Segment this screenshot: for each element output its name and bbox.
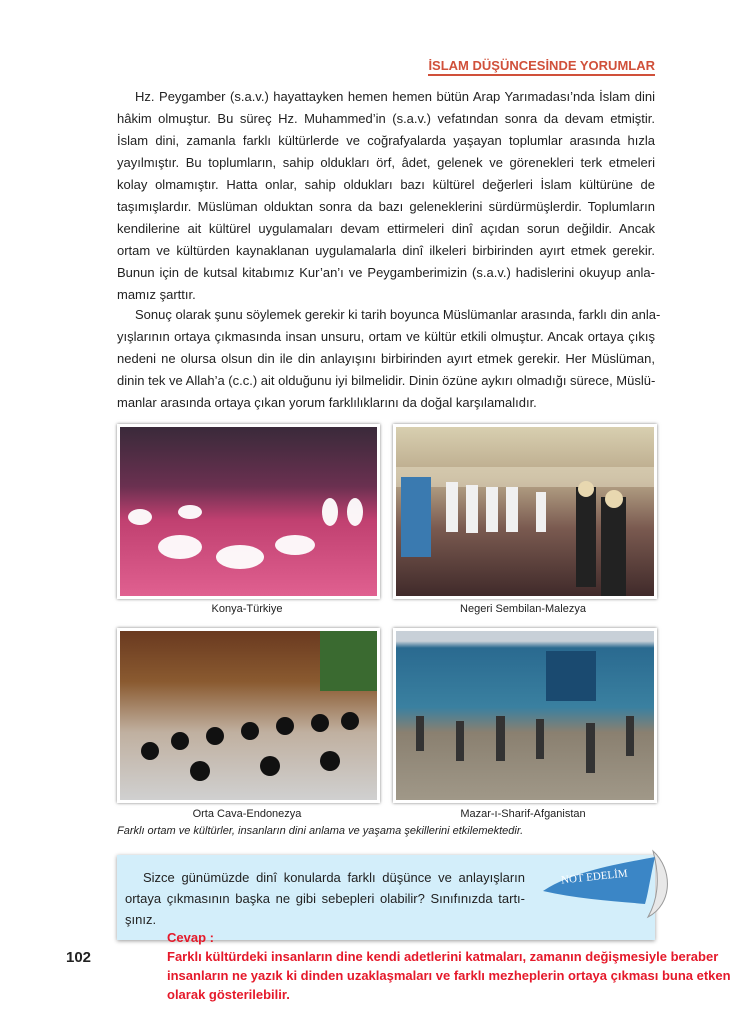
text-line: manlar arasında ortaya çıkan yorum farklılıklarını da doğal karşılamalıdır. bbox=[117, 395, 537, 410]
text-line: nedeni ne olursa olsun din ile din anlayışını birbirinden ayırt etmek gerekir. Her Müslüman, bbox=[117, 351, 655, 366]
text-line: yışlarının ortaya çıkmasında insan unsuru, ortam ve kültür etkili olmuştur. Ancak ortaya çıkış bbox=[117, 329, 655, 344]
text-line: dinin tek ve Allah’a (c.c.) ait olduğunu iyi bilmelidir. Dinin özüne aykırı olmadığı sürece, Müslü- bbox=[117, 373, 656, 388]
text-line: ortam ve kültürden kaynaklanan uygulamalarla dinî ilkeleri birbirinden ayırt etmek gerekir. bbox=[117, 243, 655, 258]
answer-block bbox=[167, 928, 731, 1004]
section-header: İSLAM DÜŞÜNCESİNDE YORUMLAR bbox=[428, 58, 655, 76]
text-line: şınız. bbox=[125, 912, 157, 927]
photo-malaysia bbox=[393, 424, 657, 599]
photo-caption: Orta Cava-Endonezya bbox=[192, 808, 302, 820]
text-line: İslam dini, zamanla farklı kültürlerde ve coğrafyalarda yaşayan toplumlar arasında hızla bbox=[117, 133, 655, 148]
note-question bbox=[125, 867, 525, 930]
photo-konya bbox=[117, 424, 380, 599]
text-line: kendilerine ait kültürel uygulamaları devam ettirmeleri dinî açıdan sorun değildir. Ancak bbox=[117, 221, 655, 236]
photo-mazar bbox=[393, 628, 657, 803]
figure-caption: Farklı ortam ve kültürler, insanların dini anlama ve yaşama şekillerini etkilemektedir. bbox=[117, 825, 524, 837]
answer-line: insanların ne yazık ki dinden uzaklaşmaları ve farklı mezheplerin ortaya çıkması buna etken bbox=[167, 968, 731, 983]
text-line: ortaya çıkmasının başka ne gibi sebepleri olabilir? Sınıfınızda tartı- bbox=[125, 891, 525, 906]
text-line: hâkim olmuştur. Bu süreç Hz. Muhammed’in (s.a.v.) vefatından sonra da devam etmiştir. bbox=[117, 111, 655, 126]
answer-line: olarak gösterilebilir. bbox=[167, 987, 290, 1002]
photo-caption: Negeri Sembilan-Malezya bbox=[460, 603, 586, 615]
page-number: 102 bbox=[66, 949, 92, 966]
text-line: Bunun için de kutsal kitabımız Kur’an’ı ve Peygamberimizin (s.a.v.) hadislerini okuyup anla- bbox=[117, 265, 655, 280]
photo-caption: Mazar-ı-Sharif-Afganistan bbox=[460, 808, 586, 820]
photo-caption: Konya-Türkiye bbox=[211, 603, 283, 615]
text-line: kolay olmamıştır. Hatta onlar, sahip oldukları bazı kültürel değerleri İslam kültürüne de bbox=[117, 177, 655, 192]
text-line: Sonuç olarak şunu söylemek gerekir ki tarih boyunca Müslümanlar arasında, farklı din anla- bbox=[135, 307, 661, 322]
not-edelim-tag bbox=[523, 849, 673, 919]
text-line: Hz. Peygamber (s.a.v.) hayattayken hemen hemen bütün Arap Yarımadası’nda İslam dini bbox=[135, 89, 655, 104]
answer-line: Farklı kültürdeki insanların dine kendi adetlerini katmaları, zamanın değişmesiyle beraber bbox=[167, 949, 719, 964]
tag-label: NOT EDELİM bbox=[560, 867, 629, 887]
text-line: taşımışlardır. Müslüman olduktan sonra da bazı geleneklerini sürdürmüşlerdir. Toplumların bbox=[117, 199, 655, 214]
answer-label: Cevap : bbox=[167, 930, 214, 945]
paragraph-2 bbox=[117, 304, 661, 414]
photo-java bbox=[117, 628, 380, 803]
paragraph-1 bbox=[117, 86, 655, 306]
text-line: Sizce günümüzde dinî konularda farklı düşünce ve anlayışların bbox=[143, 870, 525, 885]
text-line: yayılmıştır. Bu toplumların, sahip oldukları örf, âdet, gelenek ve görenekleri terk etmeleri bbox=[117, 155, 655, 170]
text-line: mamız şarttır. bbox=[117, 287, 196, 302]
